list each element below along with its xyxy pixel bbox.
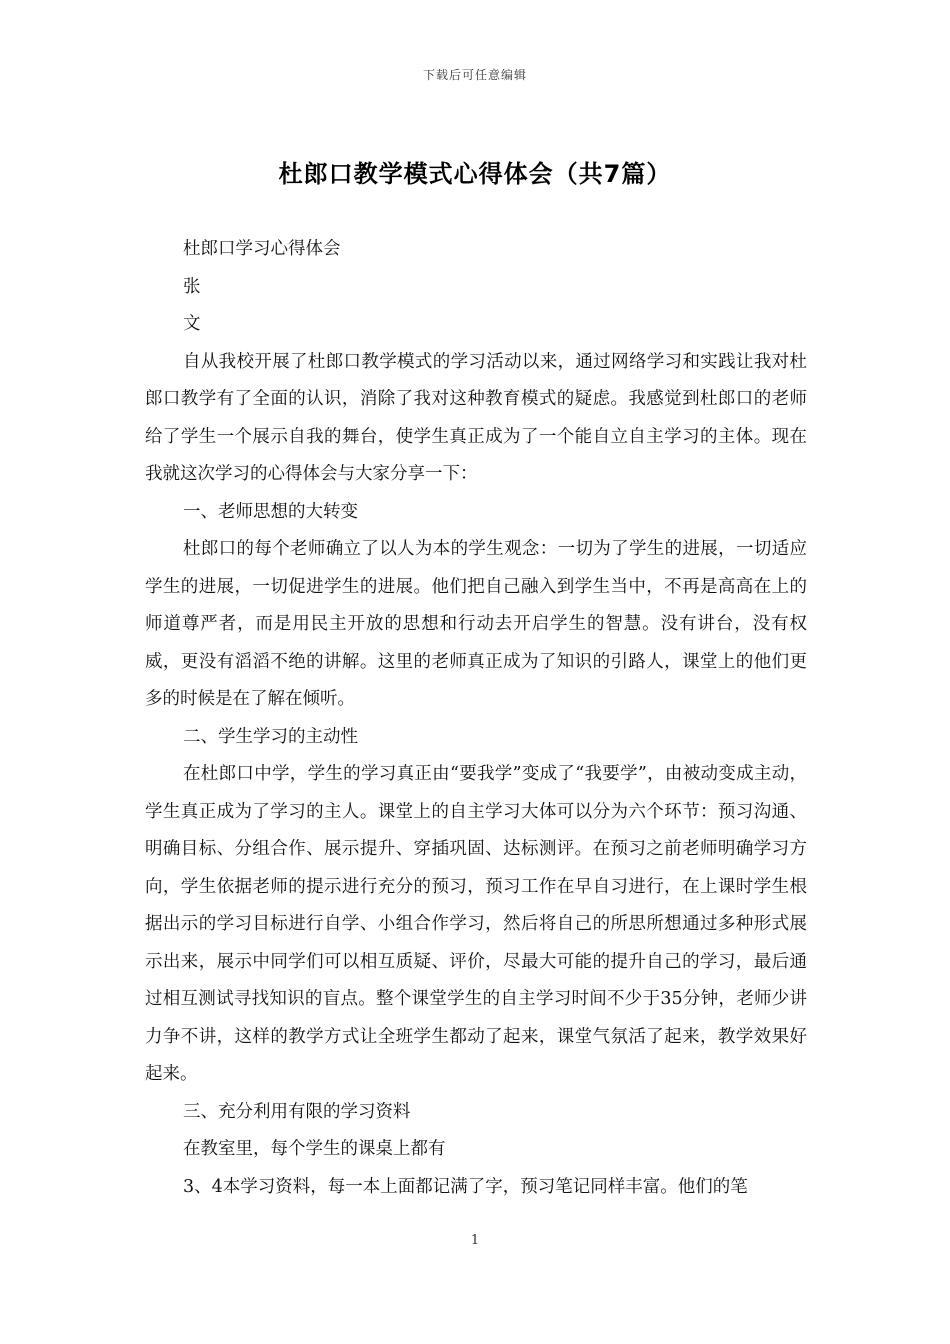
- paragraph-intro: 自从我校开展了杜郎口教学模式的学习活动以来，通过网络学习和实践让我对杜郎口教学有了全面的认识，消除了我对这种教育模式的疑虑。我感觉到杜郎口的老师给了学生一个展示自我的舞台，使学生真正成为了一个能自立自主学习的主体。现在我就这次学习的心得体会与大家分享一下：: [145, 351, 807, 484]
- document-title: 杜郎口教学模式心得体会（共7篇）: [278, 160, 672, 188]
- author-line-2: 文: [183, 314, 201, 334]
- page-number: 1: [470, 1233, 480, 1248]
- section-heading-1: 一、老师思想的大转变: [183, 501, 358, 522]
- section-heading-2: 二、学生学习的主动性: [183, 726, 358, 747]
- paragraph-section-3a: 在教室里，每个学生的课桌上都有: [183, 1139, 446, 1159]
- paragraph-section-1: 杜郎口的每个老师确立了以人为本的学生观念：一切为了学生的进展，一切适应学生的进展，一切促进学生的进展。他们把自己融入到学生当中，不再是高高在上的师道尊严者，而是用民主开放的思想和行动去开启学生的智慧。没有讲台，没有权威，更没有滔滔不绝的讲解。这里的老师真正成为了知识的引路人，课堂上的他们更多的时候是在了解在倾听。: [145, 539, 807, 709]
- paragraph-section-3b: 3、4本学习资料，每一本上面都记满了字，预习笔记同样丰富。他们的笔: [183, 1176, 748, 1197]
- subtitle: 杜郎口学习心得体会: [183, 239, 341, 259]
- section-heading-3: 三、充分利用有限的学习资料: [183, 1101, 411, 1122]
- paragraph-section-2: 在杜郎口中学，学生的学习真正由“要我学”变成了“我要学”，由被动变成主动，学生真正成为了学习的主人。课堂上的自主学习大体可以分为六个环节：预习沟通、明确目标、分组合作、展示提升、穿插巩固、达标测评。在预习之前老师明确学习方向，学生依据老师的提示进行充分的预习，预习工作在早自习进行，在上课时学生根据出示的学习目标进行自学、小组合作学习，然后将自己的所思所想通过多种形式展示出来，展示中同学们可以相互质疑、评价，尽最大可能的提升自己的学习，最后通过相互测试寻找知识的盲点。整个课堂学生的自主学习时间不少于35分钟，老师少讲力争不讲，这样的教学方式让全班学生都动了起来，课堂气氛活了起来，教学效果好起来。: [145, 764, 807, 1084]
- header-note: 下载后可任意编辑: [422, 68, 527, 82]
- author-line-1: 张: [183, 276, 201, 297]
- document-body: [145, 231, 807, 1206]
